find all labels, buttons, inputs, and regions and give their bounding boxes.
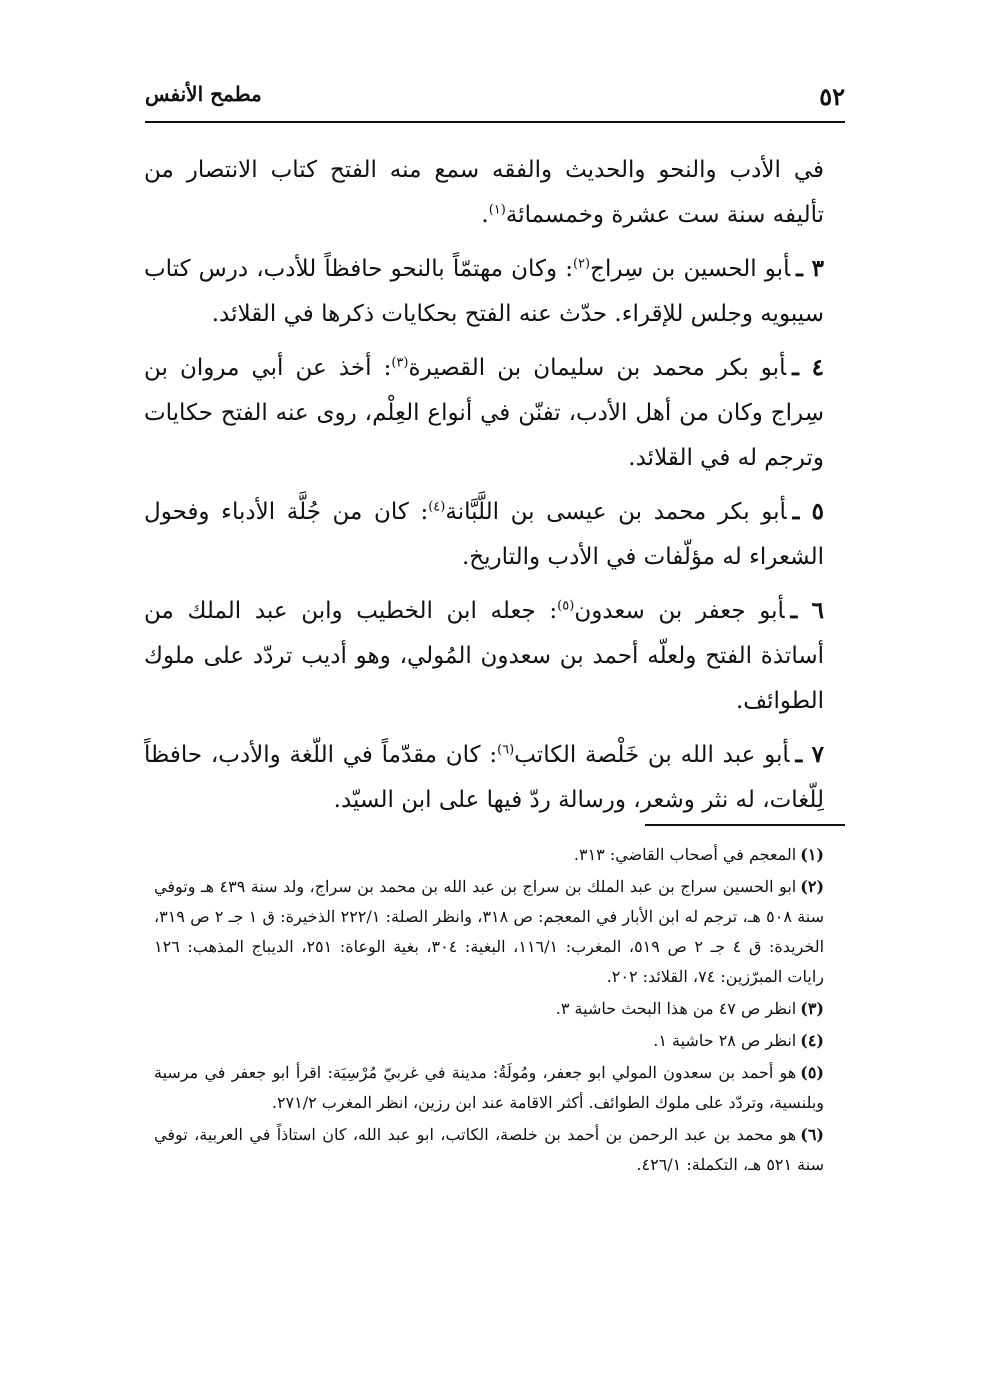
footnote-text: المعجم في أصحاب القاضي: ٣١٣. [573,845,797,864]
continuation-text: في الأدب والنحو والحديث والفقه سمع منه الفتح كتاب الانتصار من تأليفه سنة ست عشرة وخمسمائة [144,157,824,228]
footnote-ref: (٣) [391,355,409,371]
header-rule [145,121,845,123]
entry-3 [144,246,824,337]
footnote-text: ابو الحسين سراج بن عبد الملك بن سراج بن عبد الله بن محمد بن سراج، ولد سنة ٤٣٩ هـ وتوفي سنة ٥٠٨ هـ، ترجم له ابن الأبار في المعجم: ص ٣١٨، وانظر الصلة: ٢٢٢/١ الذخيرة: ق ١ جـ ٢ ص ٣١٩، الخريدة: ق ٤ جـ ٢ ص ٥١٩، المغرب: ١١٦/١، البغية: ٣٠٤، بغية الوعاة: ٢٥١، الديباج المذهب: ١٢٦ رايات المبرّزين: ٧٤، القلائد: ٢٠٢. [154,877,825,986]
footnote-ref: (٦) [497,742,515,758]
footnote-rule [645,824,845,826]
main-text [144,148,824,831]
page-header [145,82,845,116]
footnote-1 [154,840,824,870]
entry-name: أبو عبد الله بن خَلْصة الكاتب [514,742,790,768]
entry-text: : كان مقدّماً في اللّغة والأدب، حافظاً لِلّغات، له نثر وشعر، ورسالة ردّ فيها على ابن السيّد. [144,742,824,813]
entry-number: ٣ ـ [796,255,824,282]
footnote-label: (١) [800,845,824,864]
footnote-6 [154,1120,824,1180]
entry-name: أبو بكر محمد بن سليمان بن القصيرة [408,355,787,381]
footnote-2 [154,872,824,992]
continuation-paragraph: في الأدب والنحو والحديث والفقه سمع منه الفتح كتاب الانتصار من تأليفه سنة ست عشرة وخمسمائة$^{(١)}$. [144,157,824,228]
footnote-3 [154,994,824,1024]
running-title: مطمح الأنفس [145,82,262,106]
footnote-4 [154,1026,824,1056]
footnote-label: (٤) [800,1031,824,1050]
entry-5 [144,489,824,580]
entry-name: أبو الحسين بن سِراج [590,256,791,282]
footnote-ref: (١) [488,202,506,218]
footnote-text: انظر ص ٢٨ حاشية ١. [653,1031,797,1050]
entry-number: ٥ ـ [792,498,824,525]
entry-text: : كان من جُلَّة الأدباء وفحول الشعراء له مؤلّفات في الأدب والتاريخ. [144,499,824,570]
footnote-5 [154,1058,824,1118]
footnote-ref: (٤) [428,499,446,515]
entry-7 [144,732,824,823]
entry-text: : أخذ عن أبي مروان بن سِراج وكان من أهل الأدب، تفنّن في أنواع العِلْم، روى عنه الفتح حكايات وترجم له في القلائد. [144,355,824,471]
entry-text: : وكان مهتمّاً بالنحو حافظاً للأدب، درس كتاب سيبويه وجلس للإقراء. حدّث عنه الفتح بحكايات ذكرها في القلائد. [144,256,824,327]
footnote-text: هو أحمد بن سعدون المولي ابو جعفر، ومُولَةُ: مدينة في غربيّ مُرْسِيَة: اقرأ ابو جعفر في مرسية وبلنسية، وتردّد على ملوك الطوائف. أكثر الاقامة عند ابن رزين، انظر المغرب ٢٧١/٢. [154,1063,824,1112]
entry-text: : جعله ابن الخطيب وابن عبد الملك من أساتذة الفتح ولعلّه أحمد بن سعدون المُولي، وهو أديب تردّد على ملوك الطوائف. [144,598,824,714]
footnote-label: (٦) [800,1125,824,1144]
footnote-label: (٣) [800,999,824,1018]
entry-name: أبو جعفر بن سعدون [574,598,785,624]
footnotes [154,840,824,1182]
entry-number: ٦ ـ [790,597,824,624]
footnote-ref: (٥) [557,598,575,614]
entry-number: ٧ ـ [795,741,824,768]
page-number: ٥٢ [819,82,845,111]
entry-number: ٤ ـ [792,354,824,381]
footnote-text: انظر ص ٤٧ من هذا البحث حاشية ٣. [555,999,797,1018]
footnote-text: هو محمد بن عبد الرحمن بن أحمد بن خلصة، الكاتب، ابو عبد الله، كان استاذاً في العربية، توفي سنة ٥٢١ هـ، التكملة: ٤٢٦/١. [154,1125,824,1174]
entry-6 [144,588,824,724]
footnote-label: (٥) [800,1063,824,1082]
footnote-label: (٢) [800,877,825,896]
entry-4 [144,345,824,481]
footnote-ref: (٢) [572,256,591,272]
entry-name: أبو بكر محمد بن عيسى بن اللَّبَّانة [445,499,787,525]
